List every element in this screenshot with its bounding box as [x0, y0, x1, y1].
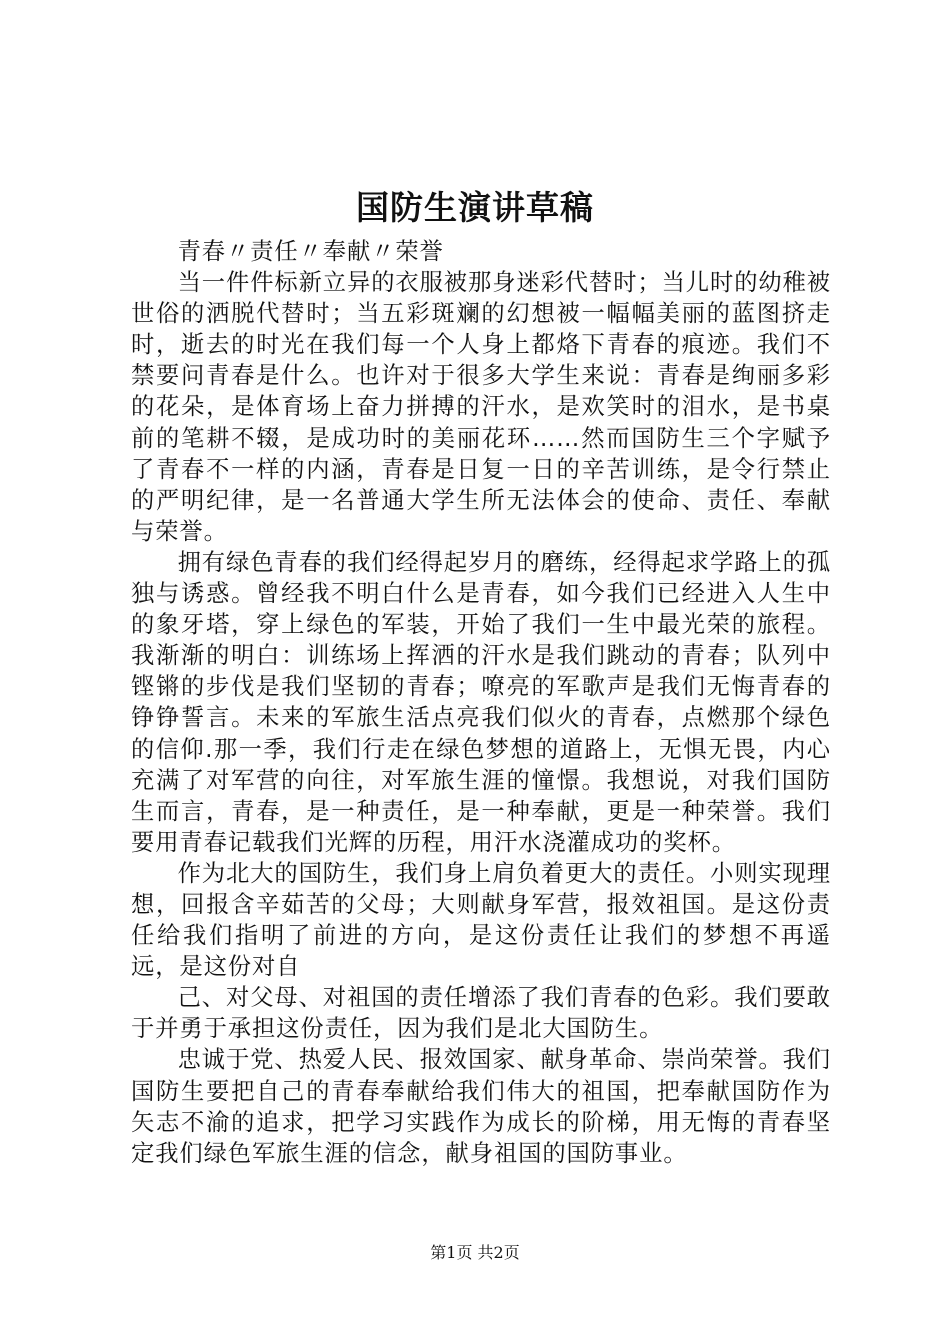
- document-title: 国防生演讲草稿: [356, 188, 594, 227]
- paragraph: 己、对父母、对祖国的责任增添了我们青春的色彩。我们要敢于并勇于承担这份责任，因为我们是北大国防生。: [131, 984, 831, 1043]
- page-footer: 第1页 共2页: [430, 1243, 520, 1262]
- document-body: [131, 236, 831, 1169]
- paragraph: 拥有绿色青春的我们经得起岁月的磨练，经得起求学路上的孤独与诱惑。曾经我不明白什么是青春，如今我们已经进入人生中的象牙塔，穿上绿色的军装，开始了我们一生中最光荣的旅程。我渐渐的明白：训练场上挥洒的汗水是我们跳动的青春；队列中铿锵的步伐是我们坚韧的青春；嘹亮的军歌声是我们无悔青春的铮铮誓言。未来的军旅生活点亮我们似火的青春，点燃那个绿色的信仰.那一季，我们行走在绿色梦想的道路上，无惧无畏，内心充满了对军营的向往，对军旅生涯的憧憬。我想说，对我们国防生而言，青春，是一种责任，是一种奉献，更是一种荣誉。我们要用青春记载我们光辉的历程，用汗水浇灌成功的奖杯。: [131, 548, 831, 856]
- paragraph-subtitle: 青春〃责任〃奉献〃荣誉: [177, 238, 444, 265]
- paragraph: 忠诚于党、热爱人民、报效国家、献身革命、崇尚荣誉。我们国防生要把自己的青春奉献给我们伟大的祖国，把奉献国防作为矢志不渝的追求，把学习实践作为成长的阶梯，用无悔的青春坚定我们绿色军旅生涯的信念，献身祖国的国防事业。: [131, 1046, 831, 1167]
- paragraph: 当一件件标新立异的衣服被那身迷彩代替时；当儿时的幼稚被世俗的洒脱代替时；当五彩斑斓的幻想被一幅幅美丽的蓝图挤走时，逝去的时光在我们每一个人身上都烙下青春的痕迹。我们不禁要问青春是什么。也许对于很多大学生来说：青春是绚丽多彩的花朵，是体育场上奋力拼搏的汗水，是欢笑时的泪水，是书桌前的笔耕不辍，是成功时的美丽花环……然而国防生三个字赋予了青春不一样的内涵，青春是日复一日的辛苦训练，是令行禁止的严明纪律，是一名普通大学生所无法体会的使命、责任、奉献与荣誉。: [131, 269, 831, 545]
- paragraph: 作为北大的国防生，我们身上肩负着更大的责任。小则实现理想，回报含辛茹苦的父母；大则献身军营，报效祖国。是这份责任给我们指明了前进的方向，是这份责任让我们的梦想不再遥远，是这份对自: [131, 859, 831, 981]
